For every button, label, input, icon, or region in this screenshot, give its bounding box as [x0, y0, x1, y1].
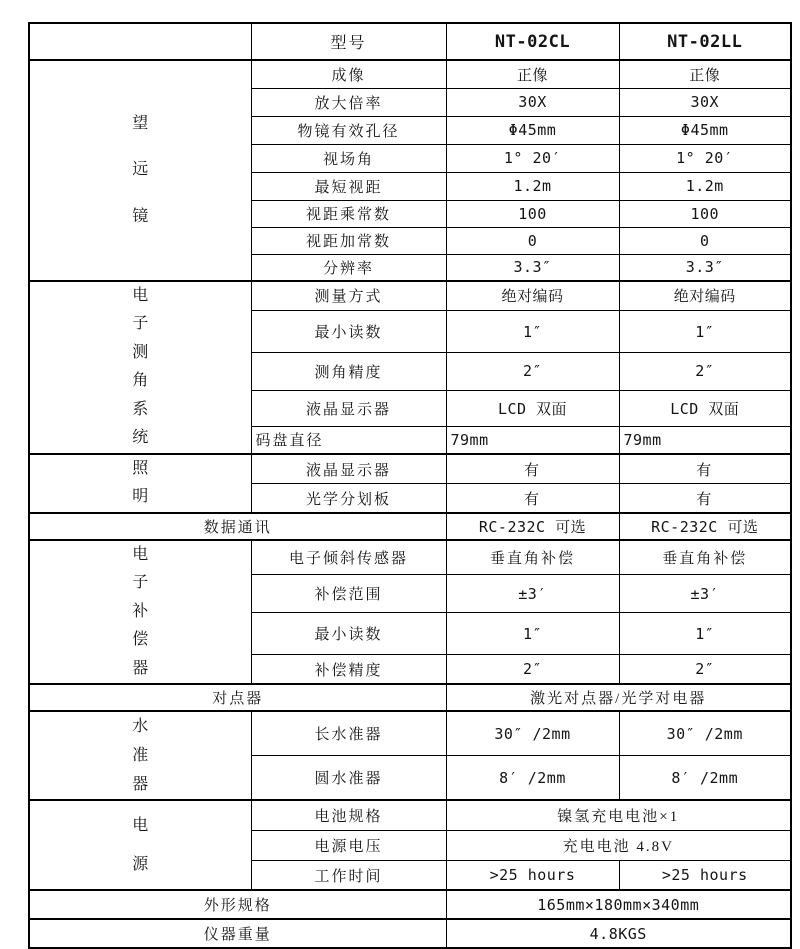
spec-value: 有: [446, 484, 619, 513]
spec-value: 3.3″: [619, 254, 791, 281]
spec-value: 4.8KGS: [446, 919, 791, 948]
model-header-2: NT-02LL: [619, 23, 791, 60]
spec-label: 最短视距: [251, 172, 446, 200]
spec-value: 2″: [619, 655, 791, 685]
spec-value: 0: [619, 227, 791, 254]
spec-row: [29, 60, 791, 88]
spec-value: 1″: [619, 310, 791, 352]
category-label: 望远镜: [132, 114, 149, 225]
spec-label: 圆水准器: [251, 756, 446, 801]
category-telescope: [29, 60, 251, 281]
spec-label: 最小读数: [251, 613, 446, 655]
spec-label: 测角精度: [251, 353, 446, 390]
spec-value: 激光对点器/光学对电器: [446, 684, 791, 711]
spec-label: 成像: [251, 60, 446, 88]
spec-label: 电源电压: [251, 830, 446, 860]
spec-value: 100: [619, 200, 791, 227]
spec-label: 视场角: [251, 144, 446, 172]
spec-table: [28, 22, 792, 949]
spec-value: 垂直角补偿: [446, 540, 619, 575]
spec-value: 8′ /2mm: [619, 756, 791, 801]
spec-label: 补偿精度: [251, 655, 446, 685]
category-power: [29, 800, 251, 890]
spec-label: 补偿范围: [251, 574, 446, 613]
spec-value: 30″ /2mm: [446, 711, 619, 756]
spec-value: >25 hours: [446, 860, 619, 890]
model-header-1: NT-02CL: [446, 23, 619, 60]
spec-row: [29, 711, 791, 756]
spec-label: 长水准器: [251, 711, 446, 756]
spec-label: 工作时间: [251, 860, 446, 890]
spec-value: 30X: [446, 88, 619, 116]
category-illumination: [29, 454, 251, 513]
category-levels: [29, 711, 251, 800]
spec-label: 光学分划板: [251, 484, 446, 513]
spec-row: [29, 919, 791, 948]
spec-value: 100: [446, 200, 619, 227]
spec-value: 垂直角补偿: [619, 540, 791, 575]
spec-label: 电池规格: [251, 800, 446, 830]
spec-value: 1″: [446, 613, 619, 655]
spec-value: 79mm: [619, 427, 791, 454]
spec-row: [29, 281, 791, 310]
spec-value: 1″: [619, 613, 791, 655]
spec-value: 2″: [619, 353, 791, 390]
spec-value: 1″: [446, 310, 619, 352]
category-label: 电子测角系统: [132, 287, 149, 447]
spec-value: Φ45mm: [619, 116, 791, 144]
spec-label: 视距加常数: [251, 227, 446, 254]
spec-value: 镍氢充电电池×1: [446, 800, 791, 830]
spec-label: 外形规格: [29, 890, 446, 919]
spec-label: 液晶显示器: [251, 454, 446, 484]
spec-label: 对点器: [29, 684, 446, 711]
spec-value: 79mm: [446, 427, 619, 454]
spec-value: 8′ /2mm: [446, 756, 619, 801]
spec-value: 2″: [446, 353, 619, 390]
spec-label: 测量方式: [251, 281, 446, 310]
corner-cell: [29, 23, 251, 60]
spec-label: 电子倾斜传感器: [251, 540, 446, 575]
spec-value: 正像: [446, 60, 619, 88]
spec-value: ±3′: [619, 574, 791, 613]
spec-value: Φ45mm: [446, 116, 619, 144]
spec-label: 分辨率: [251, 254, 446, 281]
category-label: 水准器: [132, 718, 149, 794]
category-angle-system: [29, 281, 251, 454]
spec-label: 最小读数: [251, 310, 446, 352]
category-label: 电源: [132, 817, 149, 874]
spec-value: LCD 双面: [446, 390, 619, 426]
header-row: [29, 23, 791, 60]
spec-value: 有: [619, 454, 791, 484]
spec-value: >25 hours: [619, 860, 791, 890]
spec-value: 30″ /2mm: [619, 711, 791, 756]
spec-value: 0: [446, 227, 619, 254]
spec-table-container: [28, 22, 792, 949]
spec-value: 1° 20′: [619, 144, 791, 172]
spec-label: 放大倍率: [251, 88, 446, 116]
spec-value: 有: [446, 454, 619, 484]
category-label: 电子补偿器: [132, 545, 149, 677]
spec-value: RC-232C 可选: [619, 513, 791, 540]
spec-row: [29, 540, 791, 575]
spec-value: 2″: [446, 655, 619, 685]
spec-label: 视距乘常数: [251, 200, 446, 227]
spec-value: 30X: [619, 88, 791, 116]
spec-row: [29, 800, 791, 830]
spec-label: 物镜有效孔径: [251, 116, 446, 144]
spec-value: 1.2m: [446, 172, 619, 200]
spec-value: 1.2m: [619, 172, 791, 200]
spec-value: 3.3″: [446, 254, 619, 281]
spec-value: ±3′: [446, 574, 619, 613]
model-label-cell: 型号: [251, 23, 446, 60]
category-compensator: [29, 540, 251, 684]
spec-value: 绝对编码: [619, 281, 791, 310]
category-label: 照明: [132, 459, 149, 506]
spec-value: LCD 双面: [619, 390, 791, 426]
spec-value: 充电电池 4.8V: [446, 830, 791, 860]
spec-value: 1° 20′: [446, 144, 619, 172]
spec-value: 正像: [619, 60, 791, 88]
spec-label: 仪器重量: [29, 919, 446, 948]
spec-row: [29, 513, 791, 540]
spec-label: 液晶显示器: [251, 390, 446, 426]
spec-label: 数据通讯: [29, 513, 446, 540]
spec-value: 绝对编码: [446, 281, 619, 310]
spec-value: 有: [619, 484, 791, 513]
spec-row: [29, 454, 791, 484]
spec-value: RC-232C 可选: [446, 513, 619, 540]
spec-label: 码盘直径: [251, 427, 446, 454]
spec-row: [29, 684, 791, 711]
spec-value: 165mm×180mm×340mm: [446, 890, 791, 919]
spec-row: [29, 890, 791, 919]
